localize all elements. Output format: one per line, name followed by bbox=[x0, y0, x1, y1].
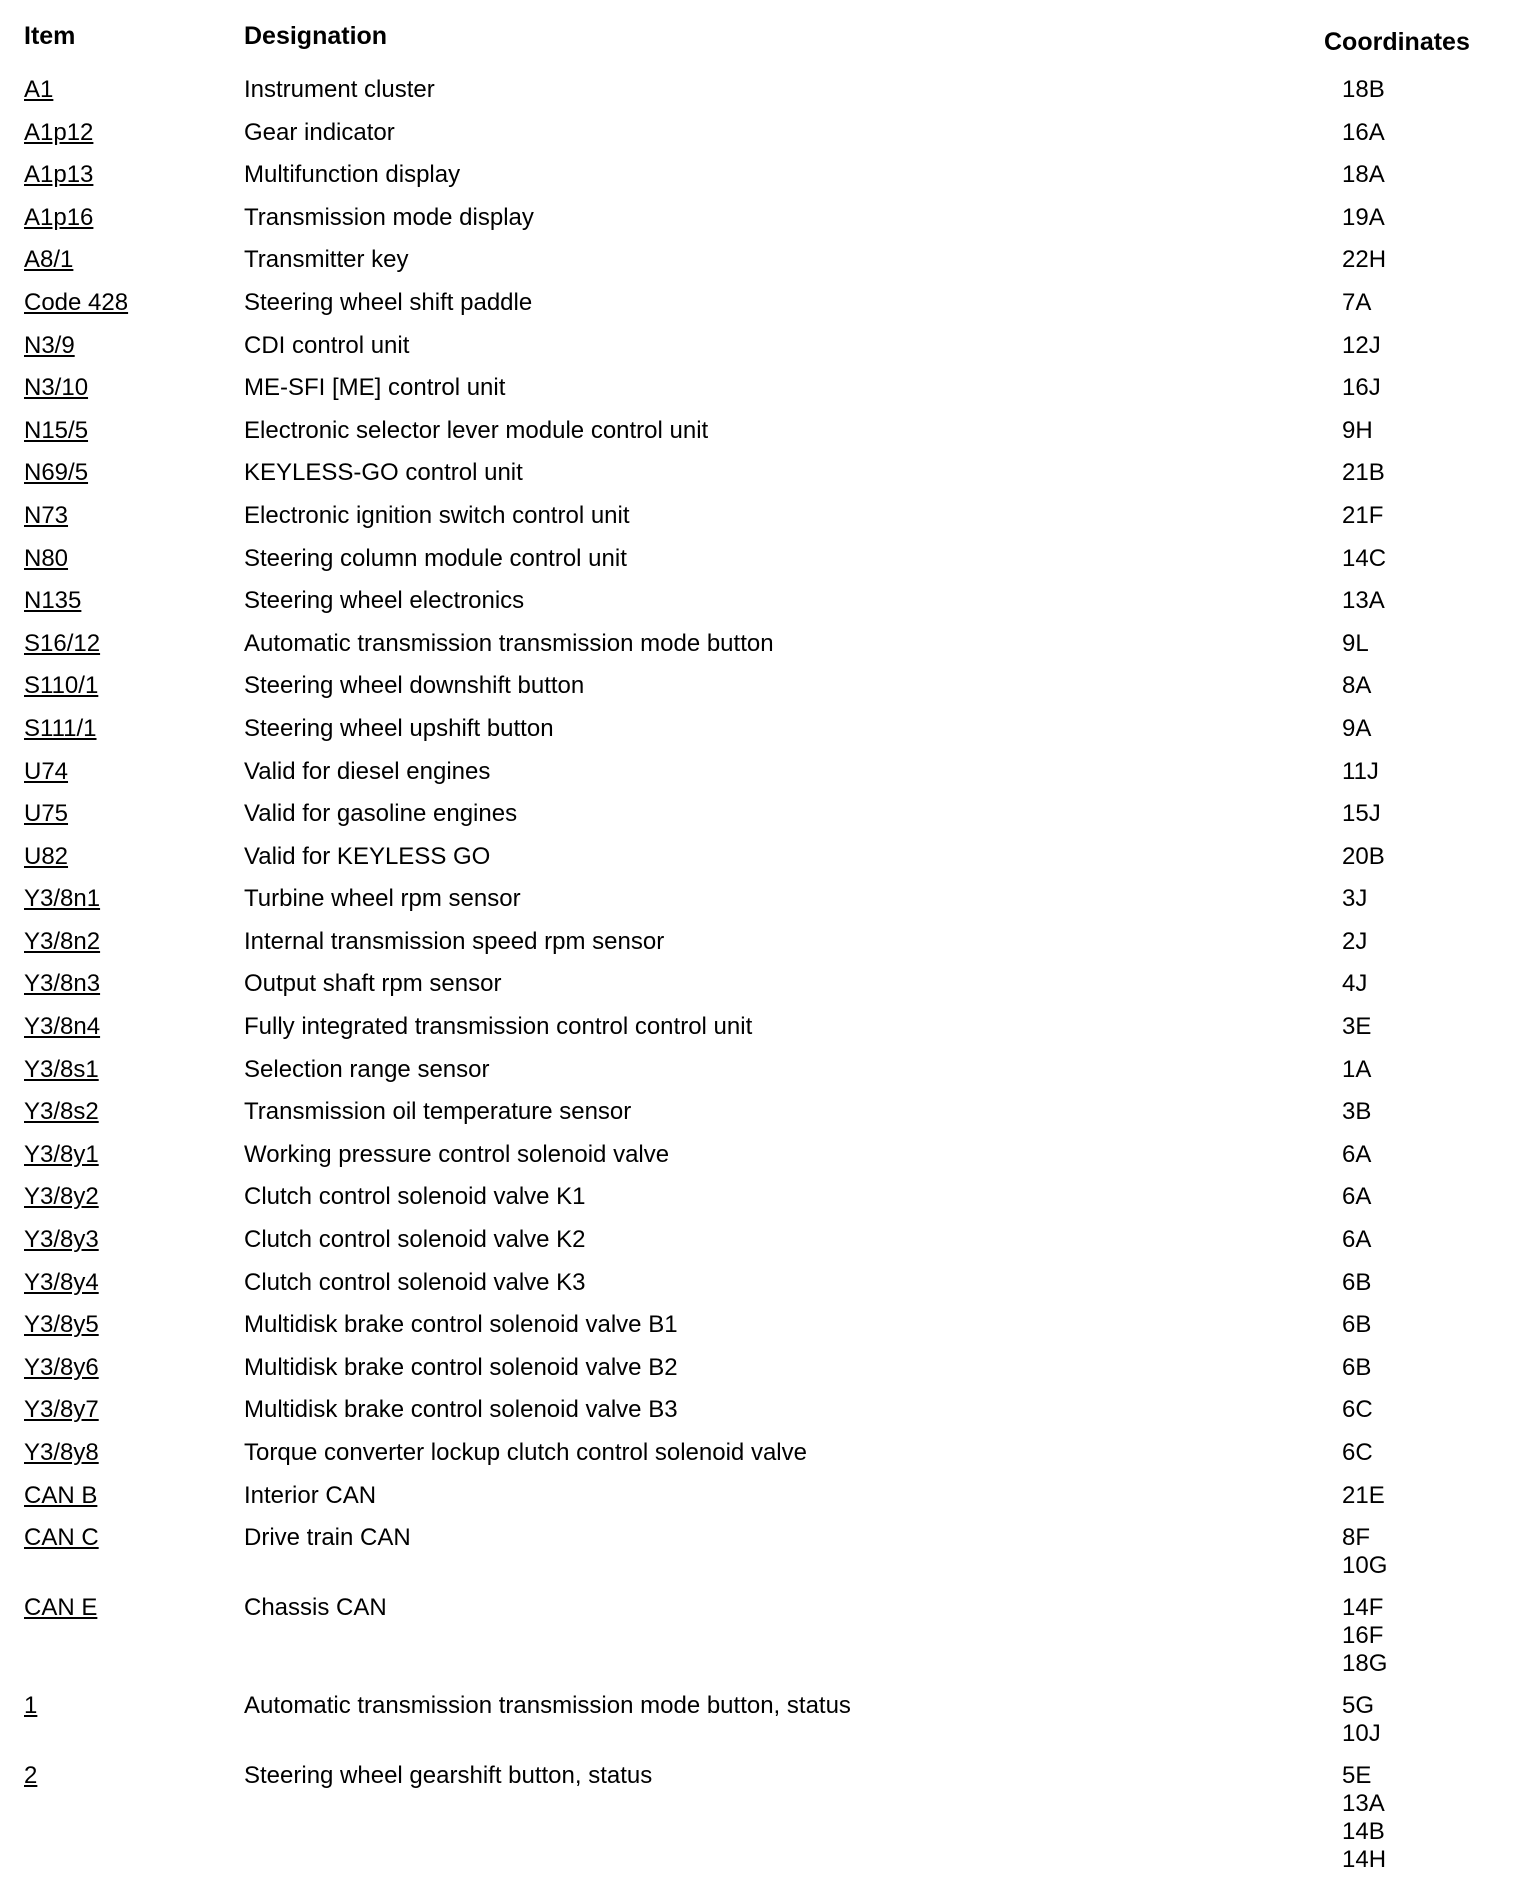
table-row bbox=[24, 204, 1484, 247]
coordinate-value: 16A bbox=[1342, 118, 1385, 146]
coordinates-cell bbox=[1342, 374, 1484, 402]
table-row bbox=[24, 885, 1484, 928]
table-row bbox=[24, 459, 1484, 502]
coordinates-cell bbox=[1342, 1056, 1484, 1084]
table-row bbox=[24, 374, 1484, 417]
item-link[interactable]: Y3/8y6 bbox=[24, 1353, 99, 1381]
coordinates-cell bbox=[1342, 119, 1484, 147]
header-item: Item bbox=[24, 22, 76, 50]
coordinates-cell bbox=[1342, 1013, 1484, 1041]
table-header bbox=[24, 18, 1484, 76]
item-link[interactable]: Y3/8y1 bbox=[24, 1140, 99, 1168]
table-row bbox=[24, 119, 1484, 162]
coordinates-cell bbox=[1342, 885, 1484, 913]
item-link[interactable]: Y3/8n3 bbox=[24, 970, 101, 998]
coordinates-cell bbox=[1342, 928, 1484, 956]
item-link[interactable]: S110/1 bbox=[24, 672, 99, 700]
header-designation: Designation bbox=[244, 22, 388, 50]
item-link[interactable]: N73 bbox=[24, 501, 69, 529]
coordinates-cell bbox=[1342, 758, 1484, 786]
coordinate-value: 6C bbox=[1342, 1396, 1373, 1424]
designation-text: Clutch control solenoid valve K3 bbox=[244, 1268, 586, 1296]
designation-text: Multidisk brake control solenoid valve B2 bbox=[244, 1353, 678, 1381]
coordinate-value: 12J bbox=[1342, 331, 1381, 359]
coordinates-cell bbox=[1342, 800, 1484, 828]
coordinate-value: 15J bbox=[1342, 800, 1381, 828]
item-link[interactable]: Y3/8n4 bbox=[24, 1013, 101, 1041]
coordinates-cell bbox=[1342, 1183, 1484, 1211]
coordinates-cell bbox=[1342, 1482, 1484, 1510]
coordinate-value: 2J bbox=[1342, 927, 1368, 955]
coordinates-cell bbox=[1342, 1311, 1484, 1339]
item-link[interactable]: Y3/8y3 bbox=[24, 1226, 99, 1254]
coordinate-value: 14C bbox=[1342, 544, 1387, 572]
item-link[interactable]: U82 bbox=[24, 842, 69, 870]
item-link[interactable]: N3/9 bbox=[24, 331, 75, 359]
coordinate-value: 9H bbox=[1342, 416, 1373, 444]
designation-text: Multidisk brake control solenoid valve B1 bbox=[244, 1311, 678, 1339]
coordinate-value: 14B bbox=[1342, 1818, 1385, 1846]
table-row bbox=[24, 1692, 1484, 1762]
coordinate-value: 7A bbox=[1342, 288, 1372, 316]
coordinates-cell bbox=[1342, 1269, 1484, 1297]
coordinates-cell bbox=[1342, 1692, 1484, 1748]
designation-text: Transmitter key bbox=[244, 246, 409, 274]
table-row bbox=[24, 1354, 1484, 1397]
coordinate-value: 10G bbox=[1342, 1552, 1388, 1580]
coordinate-value: 6B bbox=[1342, 1353, 1372, 1381]
table-body bbox=[24, 76, 1484, 1888]
table-row bbox=[24, 1439, 1484, 1482]
coordinate-value: 14H bbox=[1342, 1846, 1387, 1874]
designation-text: Steering column module control unit bbox=[244, 544, 627, 572]
coordinate-value: 6A bbox=[1342, 1183, 1372, 1211]
coordinate-value: 9A bbox=[1342, 714, 1372, 742]
designation-text: Steering wheel upshift button bbox=[244, 714, 554, 742]
item-link[interactable]: Code 428 bbox=[24, 288, 129, 316]
coordinate-value: 6A bbox=[1342, 1140, 1372, 1168]
table-row bbox=[24, 587, 1484, 630]
item-link[interactable]: U74 bbox=[24, 757, 69, 785]
item-link[interactable]: Y3/8s1 bbox=[24, 1055, 99, 1083]
coordinate-value: 21E bbox=[1342, 1481, 1385, 1509]
table-row bbox=[24, 1056, 1484, 1099]
table-row bbox=[24, 1269, 1484, 1312]
table-row bbox=[24, 1311, 1484, 1354]
table-row bbox=[24, 1396, 1484, 1439]
coordinates-cell bbox=[1342, 587, 1484, 615]
coordinate-value: 8F bbox=[1342, 1524, 1371, 1552]
designation-text: Clutch control solenoid valve K2 bbox=[244, 1226, 586, 1254]
coordinate-value: 14F bbox=[1342, 1594, 1384, 1622]
table-row bbox=[24, 1482, 1484, 1525]
designation-text: Steering wheel gearshift button, status bbox=[244, 1762, 653, 1790]
designation-text: Valid for diesel engines bbox=[244, 757, 491, 785]
coordinates-cell bbox=[1342, 246, 1484, 274]
coordinates-cell bbox=[1342, 843, 1484, 871]
designation-text: Automatic transmission transmission mode button, status bbox=[244, 1692, 851, 1720]
designation-text: Interior CAN bbox=[244, 1481, 377, 1509]
coordinate-value: 18B bbox=[1342, 76, 1385, 103]
coordinate-value: 6A bbox=[1342, 1226, 1372, 1254]
coordinate-value: 19A bbox=[1342, 203, 1385, 231]
coordinate-value: 11J bbox=[1342, 757, 1379, 785]
item-link[interactable]: Y3/8n2 bbox=[24, 927, 101, 955]
table-row bbox=[24, 800, 1484, 843]
coordinates-cell bbox=[1342, 161, 1484, 189]
table-row bbox=[24, 76, 1484, 119]
coordinates-cell bbox=[1342, 1439, 1484, 1467]
item-link[interactable]: 1 bbox=[24, 1692, 38, 1720]
table-row bbox=[24, 843, 1484, 886]
designation-text: Clutch control solenoid valve K1 bbox=[244, 1183, 586, 1211]
table-row bbox=[24, 758, 1484, 801]
header-coordinates: Coordinates bbox=[1324, 28, 1470, 56]
coordinates-cell bbox=[1342, 204, 1484, 232]
item-link[interactable]: N3/10 bbox=[24, 374, 89, 402]
designation-text: Fully integrated transmission control control unit bbox=[244, 1013, 753, 1041]
item-link[interactable]: A1p16 bbox=[24, 203, 94, 231]
coordinates-cell bbox=[1342, 715, 1484, 743]
coordinates-cell bbox=[1342, 289, 1484, 317]
item-link[interactable]: N69/5 bbox=[24, 459, 89, 487]
designation-text: Steering wheel electronics bbox=[244, 587, 525, 615]
coordinate-value: 3J bbox=[1342, 885, 1368, 913]
item-link[interactable]: N135 bbox=[24, 587, 82, 615]
coordinates-cell bbox=[1342, 417, 1484, 445]
legend-table bbox=[24, 18, 1484, 1888]
table-row bbox=[24, 630, 1484, 673]
coordinates-cell bbox=[1342, 332, 1484, 360]
coordinates-cell bbox=[1342, 1098, 1484, 1126]
item-link[interactable]: N80 bbox=[24, 544, 69, 572]
coordinate-value: 6B bbox=[1342, 1268, 1372, 1296]
coordinate-value: 16F bbox=[1342, 1622, 1384, 1650]
coordinates-cell bbox=[1342, 970, 1484, 998]
coordinates-cell bbox=[1342, 1396, 1484, 1424]
item-link[interactable]: Y3/8y8 bbox=[24, 1439, 99, 1466]
item-link[interactable]: CAN C bbox=[24, 1524, 99, 1552]
coordinates-cell bbox=[1342, 502, 1484, 530]
designation-text: Gear indicator bbox=[244, 118, 395, 146]
designation-text: Steering wheel downshift button bbox=[244, 672, 585, 700]
designation-text: Steering wheel shift paddle bbox=[244, 288, 533, 316]
table-row bbox=[24, 332, 1484, 375]
table-row bbox=[24, 246, 1484, 289]
table-row bbox=[24, 1013, 1484, 1056]
item-link[interactable]: 2 bbox=[24, 1762, 38, 1790]
item-link[interactable]: Y3/8y5 bbox=[24, 1311, 99, 1339]
item-link[interactable]: A1 bbox=[24, 76, 54, 103]
table-row bbox=[24, 1183, 1484, 1226]
table-row bbox=[24, 417, 1484, 460]
designation-text: Valid for KEYLESS GO bbox=[244, 842, 491, 870]
coordinate-value: 21F bbox=[1342, 501, 1384, 529]
table-row bbox=[24, 1098, 1484, 1141]
designation-text: Turbine wheel rpm sensor bbox=[244, 885, 521, 913]
designation-text: Working pressure control solenoid valve bbox=[244, 1140, 670, 1168]
coordinate-value: 6B bbox=[1342, 1311, 1372, 1339]
item-link[interactable]: CAN B bbox=[24, 1481, 98, 1509]
coordinate-value: 18A bbox=[1342, 161, 1385, 189]
coordinate-value: 21B bbox=[1342, 459, 1385, 487]
designation-text: Transmission oil temperature sensor bbox=[244, 1098, 632, 1126]
coordinates-cell bbox=[1342, 1594, 1484, 1678]
table-row bbox=[24, 1226, 1484, 1269]
coordinate-value: 13A bbox=[1342, 1790, 1385, 1818]
table-row bbox=[24, 545, 1484, 588]
item-link[interactable]: CAN E bbox=[24, 1594, 98, 1622]
designation-text: Selection range sensor bbox=[244, 1055, 490, 1083]
designation-text: KEYLESS-GO control unit bbox=[244, 459, 523, 487]
item-link[interactable]: A1p13 bbox=[24, 161, 94, 189]
coordinates-cell bbox=[1342, 1354, 1484, 1382]
item-link[interactable]: Y3/8s2 bbox=[24, 1098, 99, 1126]
table-row bbox=[24, 1594, 1484, 1692]
designation-text: Instrument cluster bbox=[244, 76, 435, 103]
designation-text: Automatic transmission transmission mode button bbox=[244, 629, 774, 657]
coordinate-value: 9L bbox=[1342, 629, 1369, 657]
designation-text: Output shaft rpm sensor bbox=[244, 970, 502, 998]
item-link[interactable]: S16/12 bbox=[24, 629, 101, 657]
coordinates-cell bbox=[1342, 1141, 1484, 1169]
designation-text: Drive train CAN bbox=[244, 1524, 411, 1552]
item-link[interactable]: Y3/8y4 bbox=[24, 1268, 99, 1296]
table-row bbox=[24, 715, 1484, 758]
designation-text: Electronic ignition switch control unit bbox=[244, 501, 630, 529]
designation-text: Multifunction display bbox=[244, 161, 461, 189]
coordinates-cell bbox=[1342, 630, 1484, 658]
coordinate-value: 13A bbox=[1342, 587, 1385, 615]
designation-text: Transmission mode display bbox=[244, 203, 534, 231]
designation-text: CDI control unit bbox=[244, 331, 410, 359]
table-row bbox=[24, 1762, 1484, 1888]
coordinate-value: 5G bbox=[1342, 1692, 1375, 1720]
coordinates-cell bbox=[1342, 76, 1484, 104]
coordinates-cell bbox=[1342, 1762, 1484, 1874]
table-row bbox=[24, 502, 1484, 545]
item-link[interactable]: Y3/8y2 bbox=[24, 1183, 99, 1211]
table-row bbox=[24, 289, 1484, 332]
table-row bbox=[24, 1141, 1484, 1184]
designation-text: ME-SFI [ME] control unit bbox=[244, 374, 506, 402]
coordinate-value: 1A bbox=[1342, 1055, 1372, 1083]
coordinates-cell bbox=[1342, 672, 1484, 700]
table-row bbox=[24, 1524, 1484, 1594]
designation-text: Electronic selector lever module control unit bbox=[244, 416, 709, 444]
item-link[interactable]: U75 bbox=[24, 800, 69, 828]
designation-text: Multidisk brake control solenoid valve B3 bbox=[244, 1396, 678, 1424]
item-link[interactable]: A1p12 bbox=[24, 118, 94, 146]
item-link[interactable]: S111/1 bbox=[24, 714, 97, 742]
designation-text: Torque converter lockup clutch control solenoid valve bbox=[244, 1439, 807, 1466]
coordinates-cell bbox=[1342, 1226, 1484, 1254]
coordinates-cell bbox=[1342, 1524, 1484, 1580]
coordinate-value: 5E bbox=[1342, 1762, 1372, 1790]
item-link[interactable]: A8/1 bbox=[24, 246, 74, 274]
coordinate-value: 6C bbox=[1342, 1439, 1373, 1466]
designation-text: Chassis CAN bbox=[244, 1594, 387, 1622]
coordinate-value: 4J bbox=[1342, 970, 1368, 998]
designation-text: Valid for gasoline engines bbox=[244, 800, 518, 828]
table-row bbox=[24, 161, 1484, 204]
coordinate-value: 3B bbox=[1342, 1098, 1372, 1126]
item-link[interactable]: Y3/8n1 bbox=[24, 885, 101, 913]
coordinate-value: 8A bbox=[1342, 672, 1372, 700]
item-link[interactable]: N15/5 bbox=[24, 416, 89, 444]
coordinate-value: 3E bbox=[1342, 1013, 1372, 1041]
item-link[interactable]: Y3/8y7 bbox=[24, 1396, 99, 1424]
table-row bbox=[24, 928, 1484, 971]
table-row bbox=[24, 970, 1484, 1013]
designation-text: Internal transmission speed rpm sensor bbox=[244, 927, 665, 955]
coordinate-value: 22H bbox=[1342, 246, 1387, 274]
coordinates-cell bbox=[1342, 545, 1484, 573]
coordinate-value: 16J bbox=[1342, 374, 1381, 402]
coordinate-value: 10J bbox=[1342, 1720, 1381, 1748]
coordinates-cell bbox=[1342, 459, 1484, 487]
coordinate-value: 18G bbox=[1342, 1650, 1388, 1678]
table-row bbox=[24, 672, 1484, 715]
coordinate-value: 20B bbox=[1342, 842, 1385, 870]
